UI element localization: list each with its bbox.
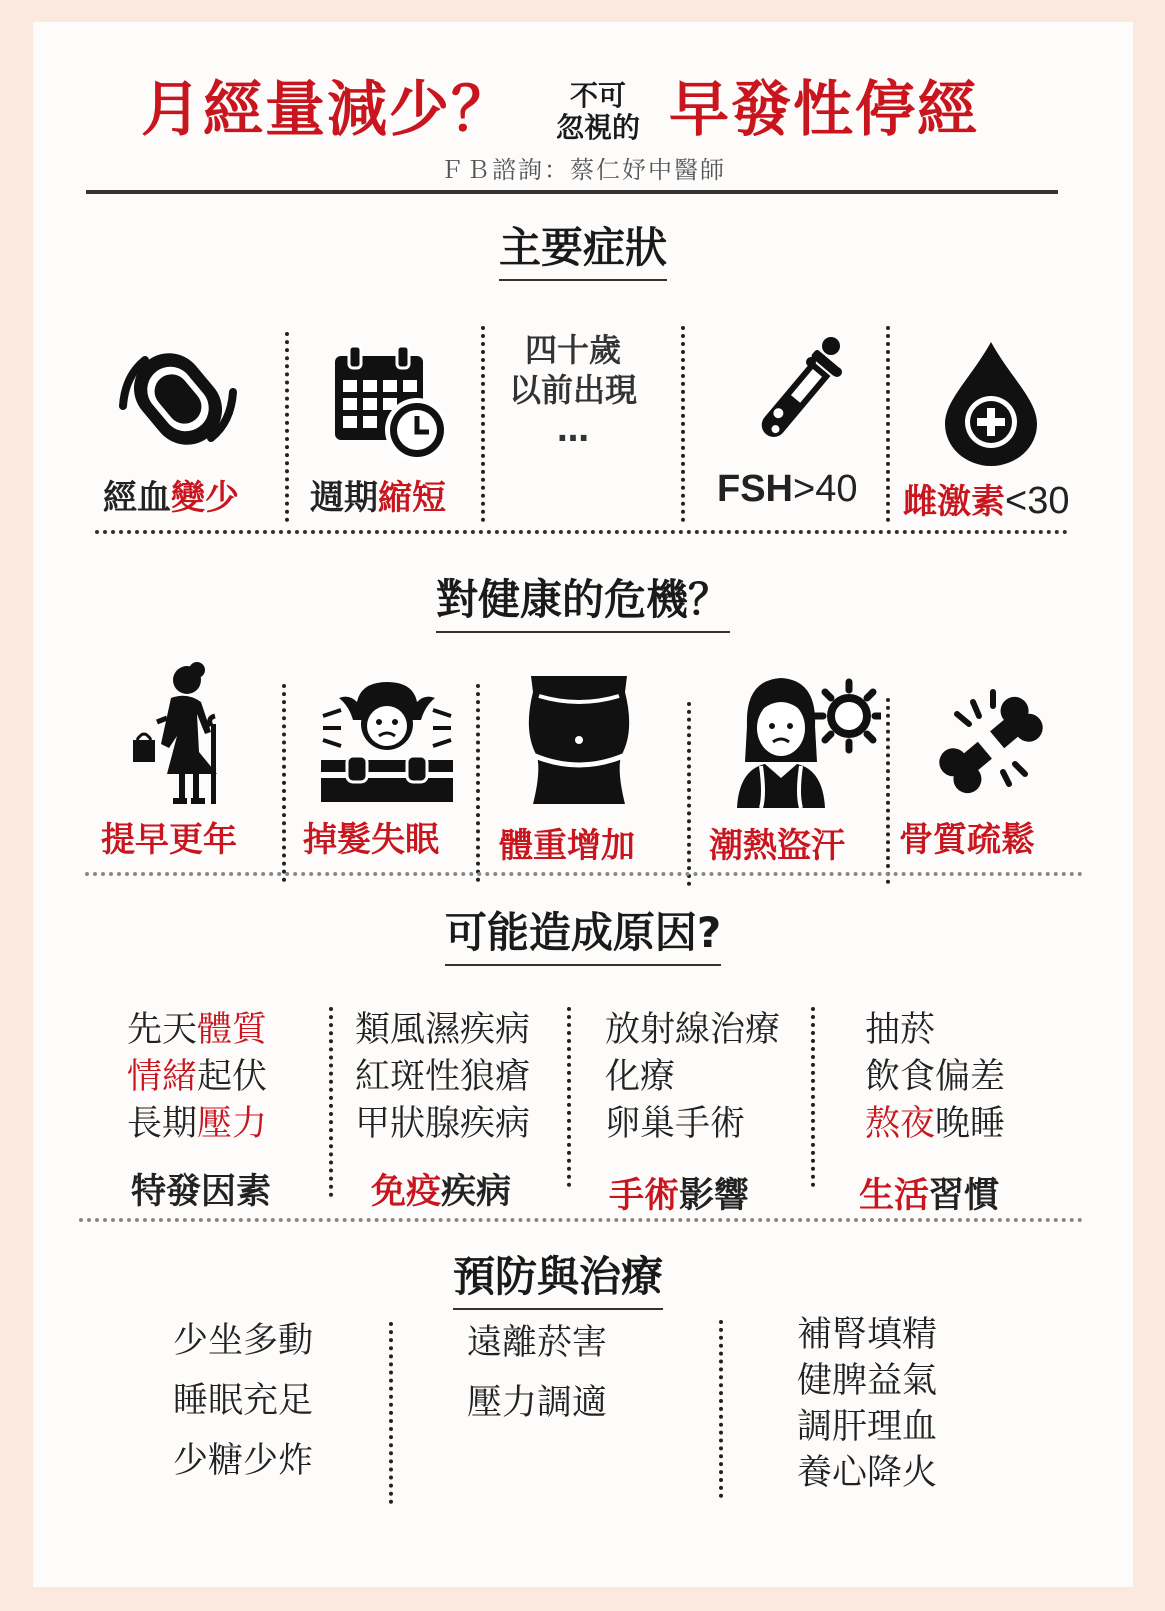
divider [476, 684, 480, 882]
calendar-clock-icon [331, 344, 451, 464]
text-part: 免疫 [371, 1172, 442, 1212]
cause-line: 紅斑性狼瘡 [355, 1057, 531, 1097]
hair-loss-insomnia-icon [317, 676, 457, 806]
cause-line [127, 1007, 267, 1054]
symptom-before-forty [493, 330, 653, 450]
belly-weight-icon [521, 672, 637, 808]
title-small-line1: 不可 [569, 79, 626, 112]
text-part: 疾病 [441, 1172, 512, 1212]
prevention-item: 壓力調適 [467, 1383, 608, 1423]
cause-line: 類風濕疾病 [355, 1010, 531, 1050]
cause-column-idiopathic [127, 1007, 267, 1148]
subtitle: ＦＢ諮詢：蔡仁妤中醫師 [440, 156, 726, 184]
label-part: >40 [793, 468, 858, 510]
text-line: 以前出現 [508, 371, 637, 409]
label-part: 變少 [171, 478, 239, 518]
cause-column-lifestyle [865, 1007, 1005, 1148]
cause-line: 化療 [605, 1057, 676, 1097]
cause-line: 卵巢手術 [605, 1104, 746, 1144]
label-part: FSH [717, 468, 793, 510]
prevention-item: 健脾益氣 [797, 1361, 938, 1401]
cause-column-immune [355, 1007, 530, 1148]
divider [811, 1007, 815, 1187]
section-title-risks: 對健康的危機？ [436, 567, 730, 633]
prevention-item: 調肝理血 [797, 1407, 938, 1447]
section-divider [85, 872, 1083, 876]
divider [719, 1320, 723, 1498]
causes-section-title-wrap [33, 900, 1133, 966]
divider [481, 326, 485, 522]
label-part: <30 [1005, 480, 1070, 522]
text-part: 生活 [859, 1176, 930, 1216]
risk-label-osteoporosis: 骨質疏鬆 [899, 820, 1035, 860]
symptom-label-estrogen [903, 474, 1069, 523]
cause-column-surgery [605, 1007, 780, 1148]
prevention-column-stress [467, 1320, 607, 1426]
prevention-column-tcm [797, 1312, 937, 1496]
label-part: 經血 [103, 478, 171, 518]
prevention-column-lifestyle [173, 1318, 313, 1484]
divider [282, 684, 286, 882]
cause-heading-lifestyle [859, 1168, 999, 1218]
text-part: 先天 [127, 1010, 198, 1050]
text-part: 情緒 [127, 1057, 198, 1097]
cause-line [127, 1054, 267, 1101]
sanitary-pad-icon [115, 336, 241, 462]
risks-section-title-wrap [33, 567, 1133, 633]
risk-label-hot-flashes: 潮熱盜汗 [709, 826, 845, 866]
test-tube-icon [733, 332, 853, 462]
infographic-card [33, 22, 1133, 1587]
header-divider [86, 190, 1058, 194]
cause-heading-immune [371, 1164, 511, 1214]
cause-line: 抽菸 [865, 1010, 936, 1050]
text-line: … [557, 411, 589, 449]
section-title-symptoms: 主要症狀 [499, 215, 667, 281]
text-part: 熬夜 [865, 1104, 936, 1144]
divider [567, 1007, 571, 1187]
divider [886, 326, 890, 522]
divider [285, 332, 289, 522]
cause-heading-surgery [609, 1168, 749, 1218]
divider [681, 326, 685, 522]
text-part: 壓力 [197, 1104, 268, 1144]
text-part: 手術 [609, 1176, 680, 1216]
title-left: 月經量減少？ [141, 75, 513, 145]
prevention-item: 少坐多動 [173, 1321, 314, 1361]
cause-line: 放射線治療 [605, 1010, 781, 1050]
cause-line: 飲食偏差 [865, 1057, 1006, 1097]
text-part: 長期 [127, 1104, 198, 1144]
cause-heading-idiopathic: 特發因素 [131, 1172, 272, 1212]
cause-line [865, 1101, 1005, 1148]
text-part: 晚睡 [935, 1104, 1006, 1144]
elderly-woman-icon [127, 662, 237, 810]
text-part: 起伏 [197, 1057, 268, 1097]
risk-label-early-menopause: 提早更年 [101, 820, 237, 860]
section-divider [95, 530, 1068, 534]
woman-heat-sun-icon [731, 670, 881, 810]
label-part: 縮短 [378, 478, 446, 518]
title-small-line2: 忽視的 [555, 111, 640, 145]
prevention-item: 補腎填精 [797, 1315, 938, 1355]
divider [389, 1322, 393, 1504]
label-part: 週期 [310, 478, 378, 518]
title-small [538, 80, 658, 144]
cause-line [127, 1101, 267, 1148]
text-part: 體質 [197, 1010, 268, 1050]
text-line: 四十歲 [524, 331, 621, 369]
risk-label-hair-loss-insomnia: 掉髮失眠 [303, 820, 439, 860]
section-divider [79, 1218, 1083, 1222]
symptom-label-less-flow [103, 470, 239, 519]
broken-bone-icon [923, 682, 1059, 808]
prevention-item: 遠離菸害 [467, 1323, 608, 1363]
risk-label-weight-gain: 體重增加 [499, 826, 635, 866]
text-part: 影響 [679, 1176, 750, 1216]
section-title-causes: 可能造成原因? [445, 900, 721, 966]
symptom-label-short-cycle [310, 470, 446, 519]
divider [886, 698, 890, 884]
symptoms-section-title-wrap [33, 215, 1133, 281]
section-title-prevention: 預防與治療 [453, 1244, 663, 1310]
prevention-item: 睡眠充足 [173, 1381, 314, 1421]
prevention-section-title-wrap [33, 1244, 1133, 1310]
prevention-item: 少糖少炸 [173, 1441, 314, 1481]
text-part: 習慣 [929, 1176, 1000, 1216]
title-right: 早發性停經 [669, 75, 979, 145]
label-part: 雌激素 [903, 482, 1005, 522]
divider [687, 702, 691, 886]
cause-line: 甲狀腺疾病 [355, 1104, 531, 1144]
symptom-label-fsh [717, 468, 857, 511]
prevention-item: 養心降火 [797, 1453, 938, 1493]
divider [329, 1007, 333, 1197]
blood-drop-plus-icon [941, 338, 1041, 466]
